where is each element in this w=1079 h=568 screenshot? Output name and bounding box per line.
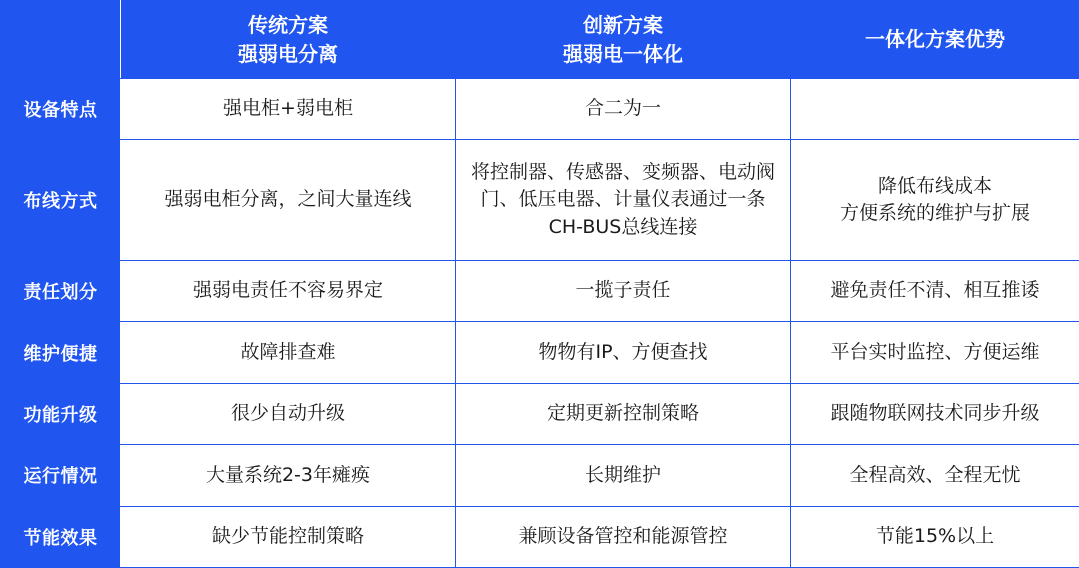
row-head-function-upgrade: 功能升级 <box>1 383 121 444</box>
cell-advantage-maintenance: 平台实时监控、方便运维 <box>791 322 1079 383</box>
cell-traditional-responsibility: 强弱电责任不容易界定 <box>121 261 456 322</box>
row-head-operation-status: 运行情况 <box>1 445 121 506</box>
cell-traditional-wiring-method: 强弱电柜分离，之间大量连线 <box>121 140 456 261</box>
header-traditional <box>121 1 456 79</box>
cell-advantage-equipment-features <box>791 79 1079 140</box>
cell-innovative-equipment-features: 合二为一 <box>456 79 791 140</box>
header-innovative-line1: 创新方案 <box>583 12 663 37</box>
cell-innovative-function-upgrade: 定期更新控制策略 <box>456 383 791 444</box>
cell-innovative-responsibility: 一揽子责任 <box>456 261 791 322</box>
cell-traditional-equipment-features: 强电柜+弱电柜 <box>121 79 456 140</box>
table-row <box>1 261 1079 322</box>
table-body <box>1 79 1079 568</box>
row-head-equipment-features: 设备特点 <box>1 79 121 140</box>
cell-advantage-energy-saving: 节能15%以上 <box>791 506 1079 567</box>
header-corner-cell <box>1 1 121 79</box>
table-row <box>1 506 1079 567</box>
table-row <box>1 79 1079 140</box>
table-row <box>1 322 1079 383</box>
cell-innovative-wiring-method: 将控制器、传感器、变频器、电动阀门、低压电器、计量仪表通过一条CH-BUS总线连接 <box>456 140 791 261</box>
cell-traditional-function-upgrade: 很少自动升级 <box>121 383 456 444</box>
header-innovative <box>456 1 791 79</box>
cell-advantage-wiring-method: 降低布线成本 方便系统的维护与扩展 <box>791 140 1079 261</box>
cell-advantage-function-upgrade: 跟随物联网技术同步升级 <box>791 383 1079 444</box>
table-row <box>1 383 1079 444</box>
header-row <box>1 1 1079 79</box>
table-row <box>1 445 1079 506</box>
table-row <box>1 140 1079 261</box>
cell-advantage-operation-status: 全程高效、全程无忧 <box>791 445 1079 506</box>
header-advantage-line1: 一体化方案优势 <box>865 27 1005 51</box>
row-head-wiring-method: 布线方式 <box>1 140 121 261</box>
header-innovative-line2: 强弱电一体化 <box>563 41 683 66</box>
table-header <box>1 1 1079 79</box>
row-head-energy-saving: 节能效果 <box>1 506 121 567</box>
cell-traditional-maintenance: 故障排查难 <box>121 322 456 383</box>
row-head-responsibility: 责任划分 <box>1 261 121 322</box>
cell-traditional-operation-status: 大量系统2-3年瘫痪 <box>121 445 456 506</box>
cell-innovative-energy-saving: 兼顾设备管控和能源管控 <box>456 506 791 567</box>
header-traditional-line1: 传统方案 <box>248 12 328 37</box>
header-traditional-line2: 强弱电分离 <box>238 41 338 66</box>
cell-innovative-operation-status: 长期维护 <box>456 445 791 506</box>
header-advantage <box>791 1 1079 79</box>
row-head-maintenance: 维护便捷 <box>1 322 121 383</box>
cell-traditional-energy-saving: 缺少节能控制策略 <box>121 506 456 567</box>
cell-innovative-maintenance: 物物有IP、方便查找 <box>456 322 791 383</box>
cell-advantage-responsibility: 避免责任不清、相互推诿 <box>791 261 1079 322</box>
